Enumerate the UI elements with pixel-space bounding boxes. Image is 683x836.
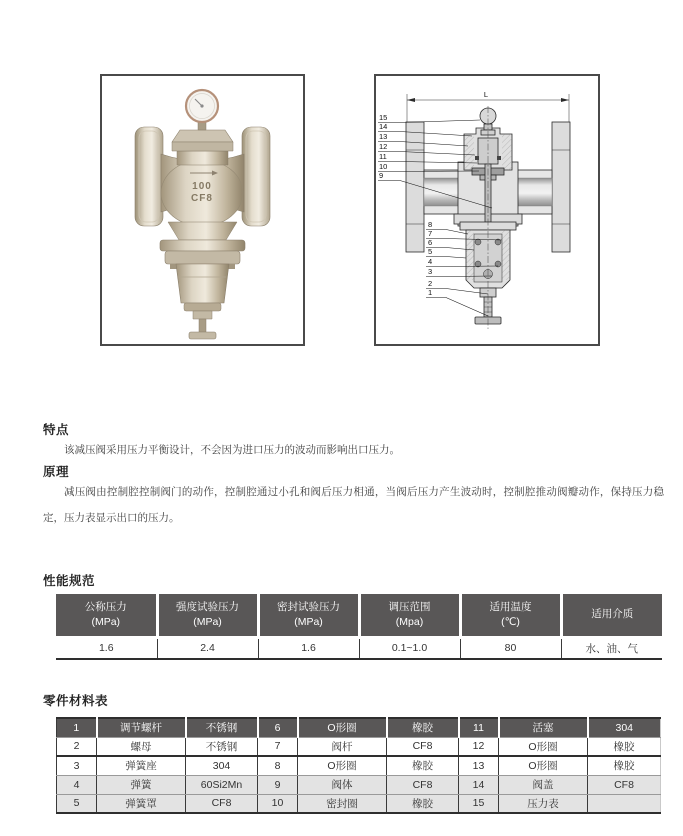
part-no: 3 xyxy=(57,756,97,775)
part-no: 5 xyxy=(57,794,97,813)
table-row xyxy=(57,718,661,737)
part-name: 阀体 xyxy=(298,775,387,794)
part-material: 橡胶 xyxy=(387,794,459,813)
dimension-label: L xyxy=(483,90,489,99)
part-material xyxy=(588,794,661,813)
part-name: 调节螺杆 xyxy=(97,718,186,737)
value-cell: 2.4 xyxy=(157,637,258,659)
value-cell: 1.6 xyxy=(258,637,359,659)
part-no: 15 xyxy=(459,794,499,813)
value-cell: 1.6 xyxy=(56,637,157,659)
part-no: 13 xyxy=(459,756,499,775)
marking-material: CF8 xyxy=(191,193,213,204)
part-name: 弹簧 xyxy=(97,775,186,794)
table-row xyxy=(57,794,661,813)
col-header: 密封试验压力 (MPa) xyxy=(258,594,359,637)
part-no: 9 xyxy=(258,775,298,794)
section-diagram-frame xyxy=(374,74,600,346)
part-name: O形圈 xyxy=(499,756,588,775)
part-name: O形圈 xyxy=(298,756,387,775)
part-material: CF8 xyxy=(186,794,258,813)
callout-lower-group xyxy=(428,220,432,297)
adjusting-screw xyxy=(189,311,216,339)
part-name: 弹簧罩 xyxy=(97,794,186,813)
part-material: CF8 xyxy=(387,775,459,794)
part-no: 10 xyxy=(258,794,298,813)
part-material: 不锈钢 xyxy=(186,737,258,756)
callout-upper-group xyxy=(379,113,387,180)
performance-heading: 性能规范 xyxy=(43,574,96,588)
part-no: 7 xyxy=(258,737,298,756)
callout-label: 2 xyxy=(428,279,433,288)
valve-photo-illustration xyxy=(135,90,270,339)
product-photo xyxy=(102,76,303,344)
spring-housing xyxy=(160,222,245,311)
marking-size: 100 xyxy=(192,181,212,192)
part-name: 活塞 xyxy=(499,718,588,737)
part-material: CF8 xyxy=(588,775,661,794)
part-name: O形圈 xyxy=(499,737,588,756)
callout-label: 11 xyxy=(379,152,387,161)
product-photo-frame xyxy=(100,74,305,346)
callout-label: 4 xyxy=(428,257,433,266)
value-cell: 水、油、气 xyxy=(561,637,662,659)
section-diagram xyxy=(376,76,598,344)
principle-heading: 原理 xyxy=(43,465,70,479)
part-name: 压力表 xyxy=(499,794,588,813)
part-material: 橡胶 xyxy=(387,756,459,775)
left-flange xyxy=(135,127,163,226)
callout-label: 10 xyxy=(379,162,388,171)
performance-table xyxy=(56,594,662,660)
part-material: 橡胶 xyxy=(588,756,661,775)
part-no: 4 xyxy=(57,775,97,794)
part-material: 60Si2Mn xyxy=(186,775,258,794)
part-name: O形圈 xyxy=(298,718,387,737)
performance-header-row xyxy=(56,594,662,637)
part-material: 304 xyxy=(588,718,661,737)
callout-label: 12 xyxy=(379,142,388,151)
part-name: 密封圈 xyxy=(298,794,387,813)
part-no: 12 xyxy=(459,737,499,756)
part-no: 1 xyxy=(57,718,97,737)
features-heading: 特点 xyxy=(43,423,70,437)
materials-table xyxy=(56,717,661,814)
col-header: 适用介质 xyxy=(561,594,662,637)
table-row xyxy=(57,775,661,794)
col-header: 调压范围 (Mpa) xyxy=(359,594,460,637)
top-cap xyxy=(172,130,233,151)
col-header: 适用温度 (℃) xyxy=(460,594,561,637)
part-no: 8 xyxy=(258,756,298,775)
callout-label: 8 xyxy=(428,220,433,229)
part-name: 阀杆 xyxy=(298,737,387,756)
callout-label: 9 xyxy=(379,171,384,180)
callout-label: 7 xyxy=(428,229,433,238)
part-name: 阀盖 xyxy=(499,775,588,794)
part-material: 304 xyxy=(186,756,258,775)
callout-label: 6 xyxy=(428,238,433,247)
callout-label: 5 xyxy=(428,247,433,256)
part-material: 不锈钢 xyxy=(186,718,258,737)
table-row xyxy=(57,756,661,775)
callout-label: 3 xyxy=(428,267,433,276)
value-cell: 0.1~1.0 xyxy=(359,637,460,659)
callout-label: 14 xyxy=(379,122,388,131)
features-body: 该减压阀采用压力平衡设计，不会因为进口压力的波动而影响出口压力。 xyxy=(64,444,400,456)
part-no: 2 xyxy=(57,737,97,756)
materials-heading: 零件材料表 xyxy=(43,694,109,708)
part-name: 弹簧座 xyxy=(97,756,186,775)
part-material: 橡胶 xyxy=(588,737,661,756)
col-header: 强度试验压力 (MPa) xyxy=(157,594,258,637)
part-name: 螺母 xyxy=(97,737,186,756)
performance-value-row xyxy=(56,637,662,659)
col-header: 公称压力 (MPa) xyxy=(56,594,157,637)
part-no: 14 xyxy=(459,775,499,794)
part-no: 11 xyxy=(459,718,499,737)
right-flange xyxy=(242,127,270,226)
part-no: 6 xyxy=(258,718,298,737)
value-cell: 80 xyxy=(460,637,561,659)
callout-label: 15 xyxy=(379,113,388,122)
table-row xyxy=(57,737,661,756)
callout-label: 13 xyxy=(379,132,388,141)
pressure-gauge xyxy=(186,90,218,130)
callout-label: 1 xyxy=(428,288,433,297)
principle-body: 减压阀由控制腔控制阀门的动作，控制腔通过小孔和阀后压力相通，当阀后压力产生波动时，控制腔推动阀瓣动作，保持压力稳定，压力表显示出口的压力。 xyxy=(43,486,664,524)
part-material: 橡胶 xyxy=(387,718,459,737)
part-material: CF8 xyxy=(387,737,459,756)
